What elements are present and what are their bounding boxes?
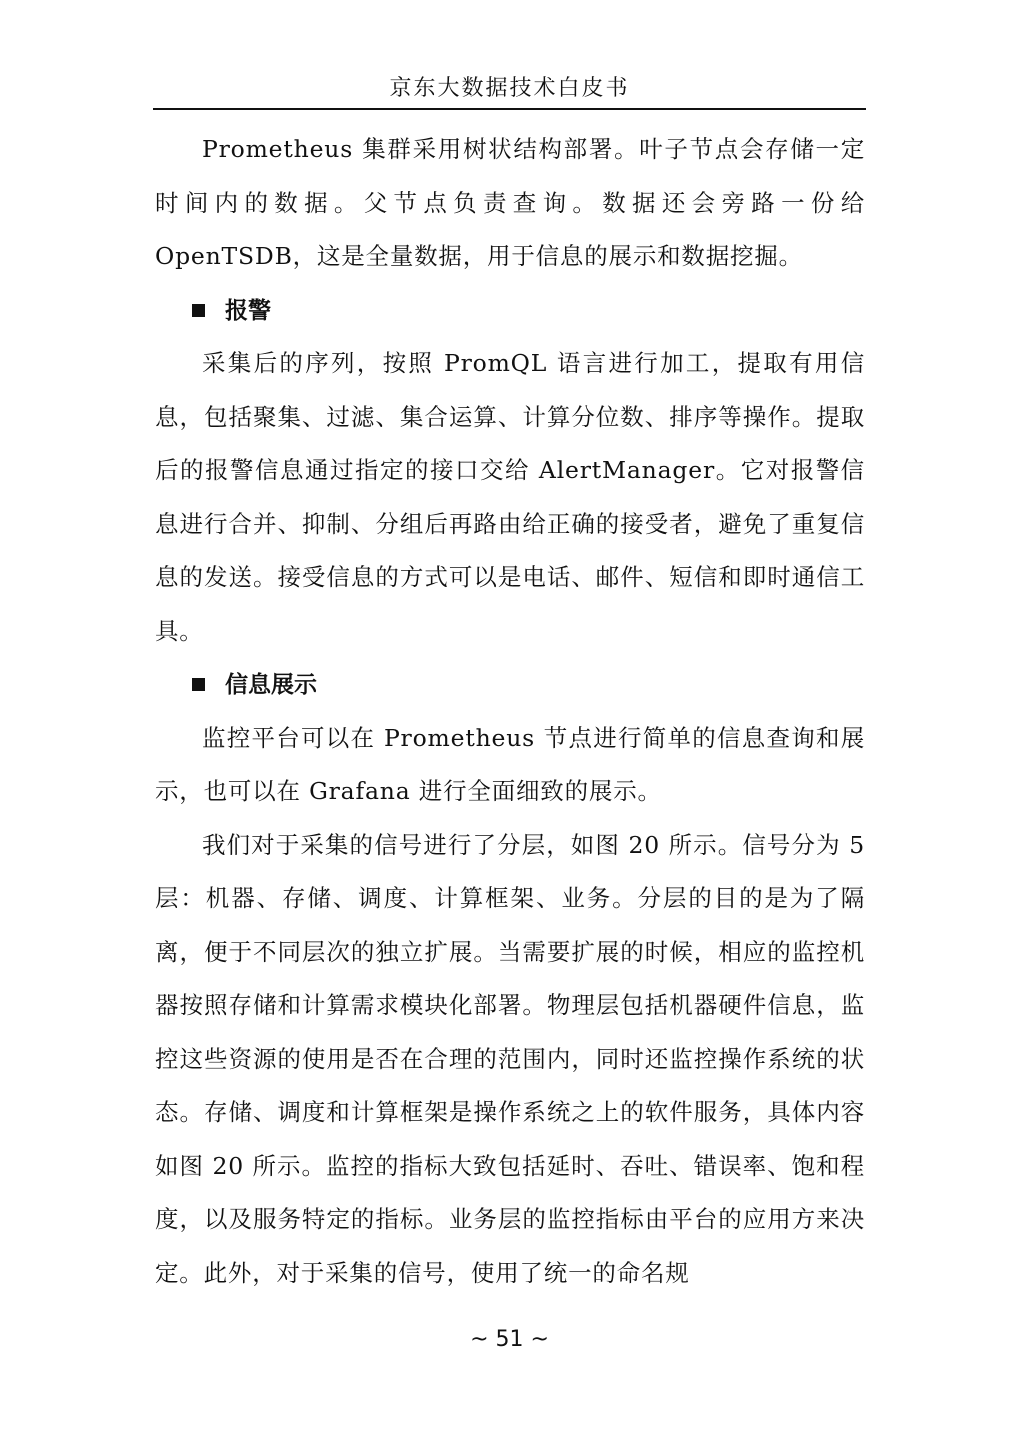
header-divider xyxy=(153,108,866,110)
paragraph-prometheus-cluster: Prometheus 集群采用树状结构部署。叶子节点会存储一定时间内的数据。父节点负责查询。数据还会旁路一份给 OpenTSDB，这是全量数据，用于信息的展示和数据挖掘。 xyxy=(155,135,865,270)
paragraph-alerting: 采集后的序列，按照 PromQL 语言进行加工，提取有用信息，包括聚集、过滤、集合运算、计算分位数、排序等操作。提取后的报警信息通过指定的接口交给 AlertManager。它对报警信息进行合并、抑制、分组后再路由给正确的接受者，避免了重复信息的发送。接受信息的方式可以是电话、邮件、短信和即时通信工具。 xyxy=(155,349,865,645)
square-bullet-icon xyxy=(192,304,205,317)
section-heading-display xyxy=(155,658,865,712)
section-heading-alert xyxy=(155,284,865,338)
page-header-title: 京东大数据技术白皮书 xyxy=(389,76,630,101)
square-bullet-icon xyxy=(192,678,205,691)
section-heading-alert-label: 报警 xyxy=(225,296,271,324)
section-heading-display-label: 信息展示 xyxy=(225,671,317,698)
page-content xyxy=(155,123,865,1300)
paragraph-signal-layers: 我们对于采集的信号进行了分层，如图 20 所示。信号分为 5 层：机器、存储、调度、计算框架、业务。分层的目的是为了隔离，便于不同层次的独立扩展。当需要扩展的时候，相应的监控机器按照存储和计算需求模块化部署。物理层包括机器硬件信息，监控这些资源的使用是否在合理的范围内，同时还监控操作系统的状态。存储、调度和计算框架是操作系统之上的软件服务，具体内容如图 20 所示。监控的指标大致包括延时、吞吐、错误率、饱和程度，以及服务特定的指标。业务层的监控指标由平台的应用方来决定。此外，对于采集的信号，使用了统一的命名规 xyxy=(155,830,865,1287)
page-number: ~ 51 ~ xyxy=(470,1327,549,1352)
paragraph-display: 监控平台可以在 Prometheus 节点进行简单的信息查询和展示，也可以在 Grafana 进行全面细致的展示。 xyxy=(155,723,865,805)
